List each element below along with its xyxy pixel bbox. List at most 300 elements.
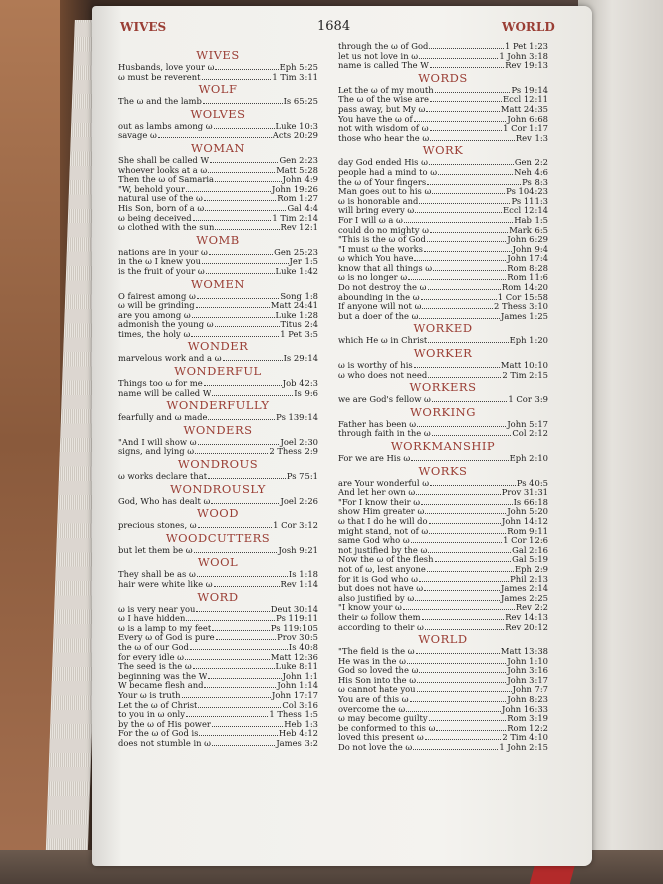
- entry-reference: John 1:14: [277, 680, 318, 691]
- concordance-entry: [338, 134, 548, 144]
- entry-reference: Eph 2:10: [509, 453, 548, 463]
- headword: WORD: [197, 589, 239, 604]
- entry-reference: Matt 13:38: [500, 646, 548, 657]
- entry-reference: Ps 75:1: [286, 471, 318, 482]
- entry-reference: 1 Tim 3:11: [272, 71, 318, 82]
- entry-reference: Is 40:8: [288, 641, 318, 652]
- entry-text: ω must be reverent: [118, 72, 201, 82]
- entry-text: Let the ω of Christ: [118, 700, 198, 710]
- dot-leader: [190, 649, 288, 650]
- dot-leader: [196, 307, 270, 308]
- concordance-entry: [118, 521, 318, 531]
- entry-text: You are of this ω: [338, 695, 409, 705]
- entry-text: She shall be called W: [118, 155, 210, 165]
- entry-text: ω is no longer ω: [338, 273, 408, 283]
- entry-reference: Rev 1:14: [280, 579, 318, 589]
- headword: WIVES: [196, 48, 240, 62]
- entry-reference: Rom 9:11: [507, 525, 548, 536]
- entry-reference: Rev 2:2: [515, 602, 548, 613]
- headword: WORKS: [418, 463, 468, 478]
- headword: WORK: [422, 143, 464, 158]
- entry-reference: Eph 1:20: [509, 335, 548, 346]
- entry-reference: John 1:1: [282, 670, 318, 681]
- dot-leader: [427, 241, 506, 242]
- entry-text: not of ω, lest anyone: [338, 564, 426, 574]
- entry-text: ω works declare that: [118, 472, 208, 482]
- concordance-entry: [118, 73, 318, 83]
- dot-leader: [208, 478, 286, 479]
- dot-leader: [438, 174, 513, 175]
- dot-leader: [435, 92, 511, 93]
- entry-reference: James 2:14: [500, 583, 548, 594]
- dot-leader: [193, 220, 272, 221]
- header-left-guideword: WIVES: [120, 20, 167, 34]
- entry-text: abounding in the ω: [338, 292, 420, 302]
- dot-leader: [419, 58, 498, 59]
- entry-text: "This is the ω of God: [338, 235, 426, 245]
- dot-leader: [212, 745, 275, 746]
- entry-text: not with wisdom of ω: [338, 124, 429, 134]
- entry-text: ω is a lamp to my feet: [118, 623, 212, 633]
- entry-reference: 1 Tim 2:14: [272, 212, 318, 223]
- entry-text: God so loved the ω: [338, 666, 419, 676]
- dot-leader: [428, 342, 508, 343]
- dot-leader: [414, 367, 500, 368]
- entry-text: might stand, not of ω: [338, 526, 429, 536]
- dot-leader: [429, 164, 514, 165]
- entry-text: nations are in your ω: [118, 247, 208, 257]
- entry-reference: Rev 19:13: [505, 60, 548, 71]
- dot-leader: [199, 735, 277, 736]
- entry-text: will bring every ω: [338, 206, 415, 216]
- entry-text: ω clothed with the sun: [118, 223, 215, 233]
- header-right-guideword: WORLD: [502, 20, 555, 34]
- entry-reference: Prov 30:5: [277, 632, 318, 643]
- entry-text: is the fruit of your ω: [118, 266, 205, 276]
- entry-text: "For I know their ω: [338, 497, 421, 507]
- entry-text: Then the ω of Samaria: [118, 175, 215, 185]
- concordance-entry: [118, 223, 318, 233]
- concordance-entry: [118, 330, 318, 340]
- dot-leader: [196, 611, 269, 612]
- dot-leader: [212, 726, 283, 727]
- entry-reference: Eph 2:9: [514, 563, 548, 574]
- entry-reference: James 2:25: [500, 592, 548, 603]
- entry-text: for it is God who ω: [338, 574, 419, 584]
- entry-reference: John 5:20: [507, 506, 548, 517]
- entry-reference: Rev 14:13: [505, 611, 548, 622]
- entry-reference: Ps 19:14: [511, 84, 548, 95]
- dot-leader: [186, 620, 275, 621]
- entry-reference: Rev 12:1: [280, 222, 318, 233]
- entry-text: Man goes out to his ω: [338, 187, 432, 197]
- headword: WORKED: [413, 321, 473, 336]
- entry-reference: Col 2:12: [512, 428, 548, 439]
- dot-leader: [419, 672, 506, 673]
- dot-leader: [432, 193, 505, 194]
- entry-reference: Titus 2:4: [280, 319, 318, 330]
- dot-leader: [410, 701, 507, 702]
- dot-leader: [421, 299, 497, 300]
- entry-reference: Gen 2:2: [514, 157, 548, 168]
- entry-text: For the ω of God is: [118, 729, 199, 739]
- entry-text: O fairest among ω: [118, 291, 196, 301]
- concordance-entry: [118, 248, 318, 258]
- entry-text: through the ω of God: [338, 42, 429, 51]
- dot-leader: [206, 273, 275, 274]
- entry-text: times, the holy ω: [118, 329, 191, 339]
- dot-leader: [204, 687, 276, 688]
- entry-reference: Hab 1:5: [514, 214, 548, 225]
- entry-reference: Matt 24:35: [500, 103, 548, 114]
- entry-text: "I must ω the works: [338, 244, 423, 254]
- dot-leader: [432, 401, 508, 402]
- entry-text: marvelous work and a ω: [118, 354, 222, 364]
- entry-reference: Luke 10:3: [275, 120, 318, 131]
- dot-leader: [191, 336, 279, 337]
- entry-text: Now the ω of the flesh: [338, 555, 434, 565]
- entry-reference: Ps 139:14: [276, 412, 318, 423]
- entry-reference: Is 65:25: [283, 96, 318, 107]
- entry-text: If anyone will not ω: [338, 302, 422, 312]
- entry-reference: John 6:68: [507, 113, 548, 124]
- concordance-entry: [118, 267, 318, 277]
- concordance-entry: [118, 633, 318, 643]
- dot-leader: [433, 270, 506, 271]
- entry-reference: Prov 31:31: [501, 487, 548, 498]
- dot-leader: [430, 101, 502, 102]
- dot-leader: [215, 326, 280, 327]
- entry-text: God, Who has dealt ω: [118, 496, 211, 506]
- entry-text: The seed is the ω: [118, 662, 192, 672]
- dot-leader: [214, 128, 275, 129]
- entry-text: ω that I do he will do: [338, 516, 428, 526]
- page-number: 1684: [317, 19, 351, 34]
- headword: WOMAN: [191, 140, 245, 155]
- entry-text: their ω follow them: [338, 612, 421, 622]
- entry-text: show Him greater ω: [338, 507, 425, 517]
- entry-text: but let them be ω: [118, 545, 193, 555]
- entry-text: we are God's fellow ω: [338, 395, 431, 405]
- entry-text: Father has been ω: [338, 419, 417, 429]
- dot-leader: [208, 678, 281, 679]
- entry-reference: Gal 2:16: [512, 544, 548, 555]
- entry-reference: Joel 2:30: [280, 436, 318, 447]
- entry-text: does not stumble in ω: [118, 738, 212, 748]
- dot-leader: [182, 697, 271, 698]
- dot-leader: [214, 586, 280, 587]
- entry-reference: Is 9:6: [294, 387, 318, 398]
- dot-leader: [411, 542, 502, 543]
- entry-reference: Luke 8:11: [275, 661, 318, 672]
- entry-reference: Rom 3:19: [507, 713, 548, 724]
- entry-reference: Gal 5:19: [512, 554, 548, 565]
- headword: WORKER: [413, 346, 473, 361]
- dot-leader: [417, 691, 512, 692]
- entry-reference: Eccl 12:11: [503, 94, 548, 105]
- dot-leader: [198, 707, 281, 708]
- entry-text: according to their ω: [338, 622, 424, 632]
- entry-reference: Matt 24:41: [270, 300, 318, 311]
- entry-text: overcome the ω: [338, 704, 406, 714]
- dot-leader: [194, 552, 278, 553]
- concordance-entry: [118, 447, 318, 457]
- dot-leader: [212, 630, 270, 631]
- entry-reference: Col 3:16: [282, 699, 318, 710]
- entry-reference: 1 Cor 12:6: [503, 535, 548, 546]
- headword: WONDROUSLY: [170, 481, 266, 496]
- headword: WOOD: [197, 506, 239, 521]
- dot-leader: [417, 426, 506, 427]
- dot-leader: [436, 730, 506, 731]
- entry-reference: 1 John 2:15: [499, 742, 548, 753]
- concordance-entry: [338, 371, 548, 381]
- headword: WORKMANSHIP: [390, 439, 496, 453]
- entry-text: be conformed to this ω: [338, 723, 436, 733]
- entry-reference: Matt 5:28: [276, 164, 318, 175]
- headword: WONDERFULLY: [166, 398, 270, 413]
- entry-reference: 1 Pet 1:23: [504, 41, 548, 51]
- entry-reference: John 3:16: [507, 665, 548, 676]
- entry-text: ω which You have: [338, 254, 414, 264]
- entry-reference: Rom 11:6: [507, 272, 548, 283]
- entry-reference: Ps 111:3: [511, 195, 548, 206]
- dot-leader: [408, 279, 506, 280]
- dot-leader: [424, 590, 500, 591]
- dot-leader: [416, 653, 500, 654]
- entry-reference: John 7:7: [512, 684, 548, 695]
- concordance-entry: [338, 168, 548, 178]
- dot-leader: [205, 210, 286, 211]
- entry-text: The ω and the lamb: [118, 97, 202, 107]
- concordance-entry: [338, 395, 548, 405]
- entry-reference: John 17:17: [272, 689, 318, 700]
- entry-text: "The field is the ω: [338, 647, 415, 657]
- concordance-entry: [338, 743, 548, 753]
- dot-leader: [414, 260, 506, 261]
- entry-reference: John 17:4: [507, 253, 548, 264]
- concordance-entry: [338, 312, 548, 322]
- entry-reference: John 9:4: [512, 243, 548, 254]
- entry-text: to you in ω only: [118, 710, 185, 720]
- entry-text: same God who ω: [338, 536, 410, 546]
- dot-leader: [215, 69, 278, 70]
- entry-reference: 1 John 3:18: [499, 50, 548, 61]
- dot-leader: [158, 137, 272, 138]
- entry-reference: Ps 8:3: [522, 176, 548, 187]
- entry-text: also justified by ω: [338, 593, 415, 603]
- entry-text: savage ω: [118, 131, 157, 141]
- entry-reference: James 1:25: [500, 310, 548, 321]
- dot-leader: [413, 749, 498, 750]
- entry-text: the ω of our God: [118, 642, 189, 652]
- concordance-entry: [118, 413, 318, 423]
- entry-text: You have the ω of: [338, 114, 413, 124]
- concordance-entry: [118, 472, 318, 482]
- dot-leader: [198, 444, 280, 445]
- entry-reference: Mark 6:5: [509, 224, 548, 235]
- headword: WORKING: [410, 404, 476, 419]
- dot-leader: [204, 200, 276, 201]
- entry-text: His Son into the ω: [338, 675, 417, 685]
- entry-reference: 2 Thess 3:10: [494, 301, 548, 312]
- dot-leader: [192, 317, 275, 318]
- headword: WONDERFUL: [174, 364, 262, 379]
- entry-reference: Ps 119:105: [270, 622, 318, 633]
- entry-text: Do not destroy the ω: [338, 283, 427, 293]
- entry-reference: Gal 4:4: [287, 202, 318, 213]
- dot-leader: [429, 523, 501, 524]
- entry-reference: Ps 119:11: [276, 613, 318, 624]
- entry-text: Your ω is truth: [118, 690, 181, 700]
- entry-reference: Heb 4:12: [278, 728, 318, 739]
- entry-reference: Job 42:3: [282, 378, 318, 389]
- concordance-entry: [118, 379, 318, 389]
- entry-text: natural use of the ω: [118, 194, 203, 204]
- dot-leader: [193, 668, 275, 669]
- dot-leader: [419, 203, 510, 204]
- entry-text: ω who does not need: [338, 370, 428, 380]
- entry-text: "And I will show ω: [118, 437, 197, 447]
- entry-reference: Is 66:18: [513, 496, 548, 507]
- entry-text: know that all things ω: [338, 263, 433, 273]
- dot-leader: [208, 419, 275, 420]
- entry-text: but a doer of the ω: [338, 311, 419, 321]
- entry-text: Things too ω for me: [118, 379, 203, 389]
- entry-reference: Rom 1:27: [277, 193, 318, 204]
- dot-leader: [415, 600, 500, 601]
- dot-leader: [415, 212, 502, 213]
- entry-text: day God ended His ω: [338, 158, 428, 168]
- entry-reference: 1 Thess 1:5: [269, 709, 318, 720]
- concordance-entry: [118, 580, 318, 590]
- entry-text: Husbands, love your ω: [118, 63, 215, 72]
- entry-reference: 1 Cor 1:17: [503, 123, 548, 134]
- entry-text: are you among ω: [118, 310, 191, 320]
- concordance-entry: [118, 97, 318, 107]
- dot-leader: [421, 504, 512, 505]
- dot-leader: [426, 111, 500, 112]
- entry-text: ω being deceived: [118, 213, 192, 223]
- left-column: [118, 48, 318, 749]
- entry-text: For I will ω a ω: [338, 215, 403, 225]
- entry-reference: 1 Cor 15:58: [497, 291, 548, 302]
- entry-text: His Son, born of a ω: [118, 203, 205, 213]
- entry-reference: John 6:29: [507, 234, 548, 245]
- entry-text: the ω of Your fingers: [338, 177, 427, 187]
- entry-text: signs, and lying ω: [118, 447, 195, 457]
- dot-leader: [223, 360, 283, 361]
- dot-leader: [406, 711, 501, 712]
- dot-leader: [425, 629, 504, 630]
- dot-leader: [432, 435, 512, 436]
- entry-text: precious stones, ω: [118, 521, 197, 531]
- entry-text: W became flesh and: [118, 681, 204, 691]
- entry-reference: Ps 104:23: [506, 186, 548, 197]
- concordance-entry: [338, 623, 548, 633]
- entry-text: for every idle ω: [118, 652, 185, 662]
- headword: WOODCUTTERS: [165, 530, 271, 545]
- entry-text: ω I have hidden: [118, 614, 186, 624]
- entry-text: in the ω I knew you: [118, 257, 201, 267]
- entry-reference: John 4:9: [282, 174, 318, 185]
- dot-leader: [215, 181, 282, 182]
- headword: WONDERS: [183, 422, 253, 437]
- entry-reference: Luke 1:42: [275, 265, 318, 276]
- entry-text: people had a mind to ω: [338, 167, 438, 177]
- headword: WORKERS: [409, 380, 477, 395]
- entry-reference: 1 Cor 3:9: [508, 394, 548, 405]
- dot-leader: [195, 453, 268, 454]
- entry-text: loved this present ω: [338, 733, 424, 743]
- entry-reference: 1 Cor 3:12: [273, 520, 318, 531]
- dot-leader: [427, 571, 514, 572]
- entry-reference: 1 Pet 3:5: [280, 328, 318, 339]
- dot-leader: [186, 716, 268, 717]
- entry-text: And let her own ω: [338, 488, 416, 498]
- dot-leader: [428, 552, 511, 553]
- entry-text: let us not love in ω: [338, 51, 419, 61]
- concordance-entry: [118, 497, 318, 507]
- entry-text: He was in the ω: [338, 656, 406, 666]
- headword: WONDROUS: [177, 457, 259, 472]
- entry-reference: Is 29:14: [283, 353, 318, 364]
- entry-reference: Luke 1:28: [275, 309, 318, 320]
- entry-reference: John 8:23: [507, 694, 548, 705]
- entry-text: ω is worthy of his: [338, 361, 413, 371]
- entry-reference: Gen 2:23: [279, 154, 318, 165]
- concordance-entry: [118, 389, 318, 399]
- dot-leader: [428, 289, 501, 290]
- dot-leader: [414, 121, 507, 122]
- entry-reference: Matt 12:36: [270, 651, 318, 662]
- entry-text: Do not love the ω: [338, 743, 413, 753]
- entry-reference: John 5:17: [507, 418, 548, 429]
- dot-leader: [429, 533, 506, 534]
- headword: WOLVES: [190, 106, 246, 121]
- entry-text: The ω of the wise are: [338, 95, 429, 105]
- entry-reference: Gen 25:23: [274, 246, 318, 257]
- entry-reference: Rom 8:28: [507, 262, 548, 273]
- dot-leader: [430, 67, 504, 68]
- entry-text: beginning was the W: [118, 671, 208, 681]
- dot-leader: [407, 663, 506, 664]
- entry-text: could do no mighty ω: [338, 225, 429, 235]
- entry-reference: 2 Tim 4:10: [502, 732, 548, 743]
- entry-text: but does not have ω: [338, 584, 424, 594]
- entry-text: For we are His ω: [338, 454, 411, 463]
- entry-reference: Eccl 12:14: [503, 205, 548, 216]
- right-column: [338, 42, 548, 753]
- entry-reference: John 16:33: [502, 703, 548, 714]
- entry-reference: Eph 5:25: [279, 62, 318, 72]
- dot-leader: [185, 659, 270, 660]
- entry-reference: Joel 2:26: [280, 495, 318, 506]
- entry-text: pass away, but My ω: [338, 104, 426, 114]
- dot-leader: [215, 229, 279, 230]
- headword: WONDER: [187, 339, 249, 354]
- dot-leader: [429, 720, 507, 721]
- dot-leader: [427, 184, 521, 185]
- concordance-entry: [118, 739, 318, 749]
- dot-leader: [197, 576, 288, 577]
- entry-reference: Matt 10:10: [500, 360, 548, 371]
- entry-reference: Rom 14:20: [501, 282, 548, 293]
- concordance-entry: [338, 429, 548, 439]
- entry-reference: Is 1:18: [288, 569, 318, 580]
- entry-text: Let the ω of my mouth: [338, 85, 434, 95]
- entry-reference: Josh 9:21: [278, 544, 318, 555]
